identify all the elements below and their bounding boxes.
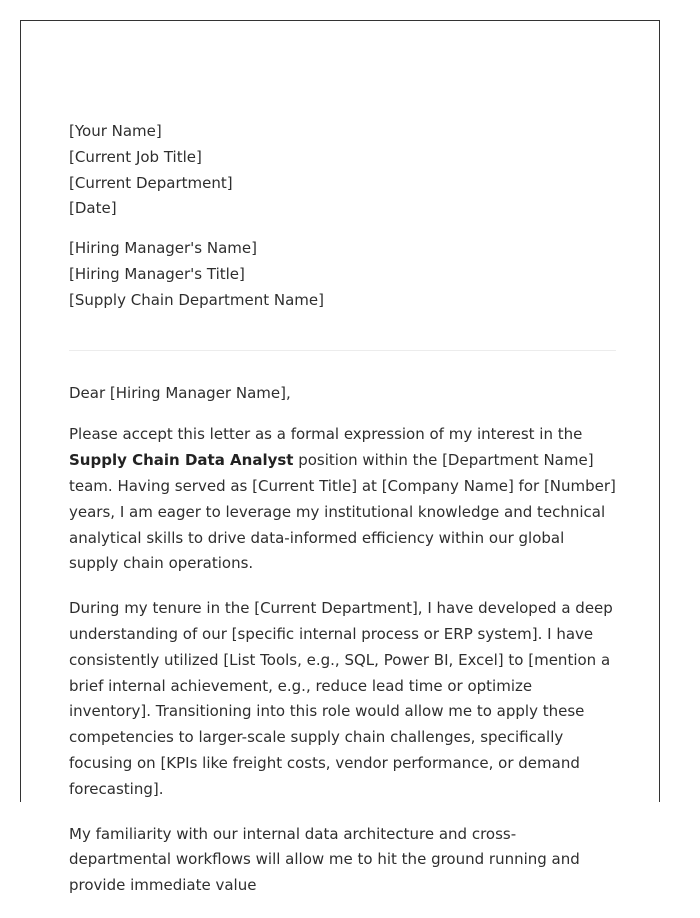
recipient-block [69, 236, 616, 313]
recipient-title: [Hiring Manager's Title] [69, 264, 245, 283]
letter-date: [Date] [69, 199, 117, 218]
letter-page [20, 20, 660, 895]
salutation: Dear [Hiring Manager Name], [69, 383, 291, 402]
recipient-department: [Supply Chain Department Name] [69, 290, 324, 309]
sender-name: [Your Name] [69, 122, 162, 140]
paragraph-1 [69, 422, 616, 577]
sender-title: [Current Job Title] [69, 147, 202, 166]
letter-content [69, 119, 616, 918]
position-title: Supply Chain Data Analyst [69, 451, 294, 470]
paragraph-1-rest: position within the [Department Name] team. Having served as [Current Title] at [Company Name] for [Number] years, I am eager to leverage my institutional knowledge and technical analytical skills to drive data-informed efficiency within our global supply chain operations. [69, 451, 616, 573]
sender-block [69, 119, 616, 222]
divider [69, 350, 616, 351]
sender-department: [Current Department] [69, 173, 233, 192]
paragraph-1-intro: Please accept this letter as a formal expression of my interest in the [69, 425, 583, 444]
recipient-name: [Hiring Manager's Name] [69, 239, 257, 258]
paragraph-3: My familiarity with our internal data architecture and cross-departmental workflows will allow me to hit the ground running and provide immediate value [69, 824, 580, 895]
paragraph-2: During my tenure in the [Current Department], I have developed a deep understanding of our [specific internal process or ERP system]. I have consistently utilized [List Tools, e.g., SQL, Power BI, Excel] to [mention a brief internal achievement, e.g., reduce lead time or optimize inventory]. Transitioning into this role would allow me to apply these competencies to larger-scale supply chain challenges, specifically focusing on [KPIs like freight costs, vendor performance, or demand forecasting]. [69, 599, 613, 798]
